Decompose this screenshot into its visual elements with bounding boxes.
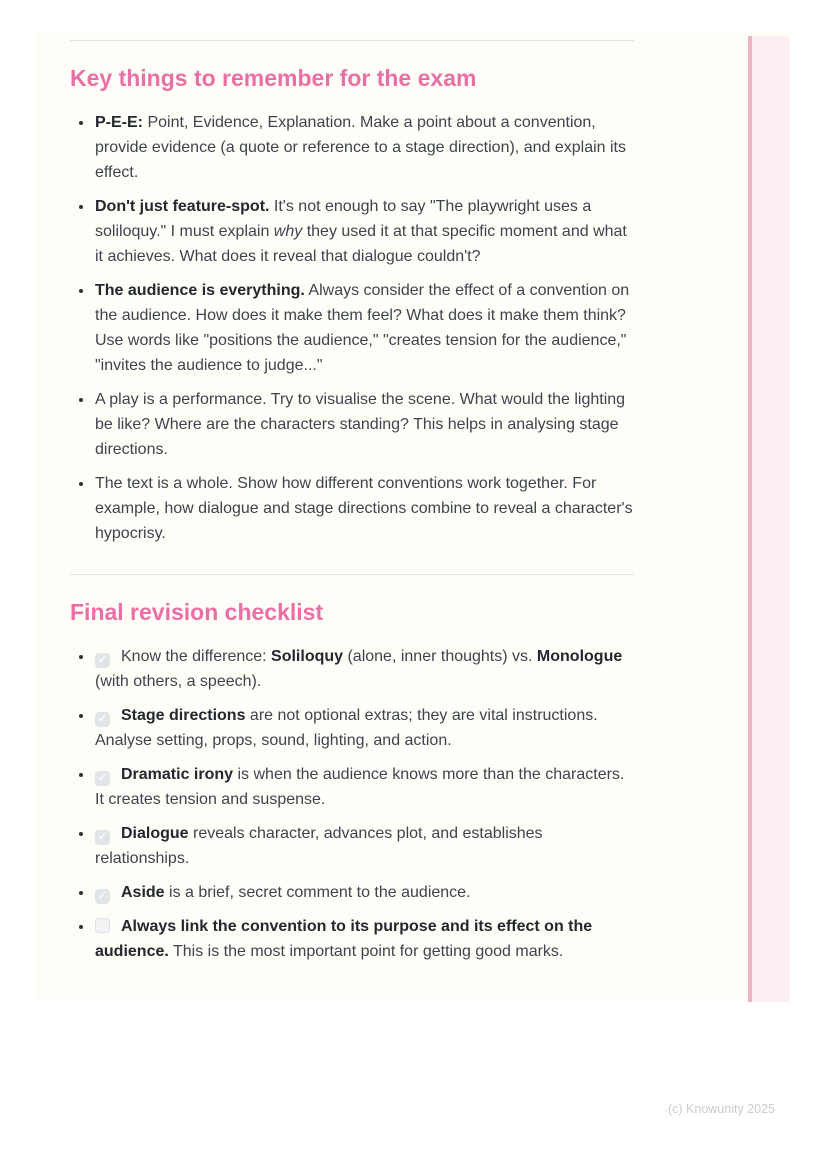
section-divider [70,40,634,41]
bold-text: Don't just feature-spot. [95,198,270,215]
text-run: Always consider the effect of a convention on the audience. How does it make them feel? What does it make them think? Use words like "positions the audience," "creates tension for the audience," "invites the audience to judge..." [95,282,630,374]
bold-text: P-E-E: [95,114,143,131]
text-run: is a brief, secret comment to the audience. [164,884,471,901]
checkbox-checked-icon[interactable]: ✓ [95,771,110,786]
list-item [94,471,634,546]
section-title-checklist: Final revision checklist [70,599,324,625]
bold-text: Stage directions [121,707,246,724]
list-item [94,194,634,269]
checkbox-unchecked-icon[interactable] [95,918,110,933]
list-item [94,880,634,905]
text-run: (alone, inner thoughts) vs. [343,648,537,665]
copyright-footer: (c) Knowunity 2025 [667,1102,775,1116]
text-run: The text is a whole. Show how different conventions work together. For example, how dialogue and stage directions combine to reveal a character's hypocrisy. [95,475,633,542]
text-run: they used it at that specific moment and what it achieves. What does it reveal that dialogue couldn't? [95,223,627,265]
text-run: reveals character, advances plot, and establishes relationships. [95,825,543,867]
list-item [94,821,634,871]
bold-text: Dialogue [121,825,189,842]
text-run: Point, Evidence, Explanation. Make a point about a convention, provide evidence (a quote or reference to a stage direction), and explain its effect. [95,114,626,181]
checkbox-checked-icon[interactable]: ✓ [95,712,110,727]
text-run: is when the audience knows more than the characters. It creates tension and suspense. [95,766,625,808]
italic-text: why [273,223,303,240]
text-run: (with others, a speech). [95,673,262,690]
checkbox-checked-icon[interactable]: ✓ [95,653,110,668]
list-item [94,278,634,378]
bold-text: Monologue [536,648,623,665]
list-item [94,644,634,694]
checkbox-checked-icon[interactable]: ✓ [95,889,110,904]
checkbox-checked-icon[interactable]: ✓ [95,830,110,845]
key-things-list [70,110,634,546]
bold-text: Dramatic irony [121,766,234,783]
section-divider [70,574,634,575]
list-item [94,762,634,812]
list-item [94,110,634,185]
bold-text: Aside [121,884,165,901]
text-run: Know the difference: [121,648,272,665]
text-run: A play is a performance. Try to visualise the scene. What would the lighting be like? Where are the characters standing? This helps in analysing stage directions. [95,391,626,458]
bold-text: Soliloquy [271,648,344,665]
pink-margin-stripe [748,36,790,1002]
section-title-key-things: Key things to remember for the exam [70,65,477,91]
list-item [94,387,634,462]
text-run: It's not enough to say "The playwright uses a soliloquy." I must explain [95,198,592,240]
text-run: This is the most important point for getting good marks. [168,943,564,960]
list-item [94,703,634,753]
document-page [36,30,790,1002]
bold-text: Always link the convention to its purpose and its effect on the audience. [95,918,593,960]
bold-text: The audience is everything. [95,282,305,299]
revision-checklist [70,644,634,964]
list-item [94,914,634,964]
document-content [70,30,634,973]
text-run: are not optional extras; they are vital instructions. Analyse setting, props, sound, lighting, and action. [95,707,598,749]
